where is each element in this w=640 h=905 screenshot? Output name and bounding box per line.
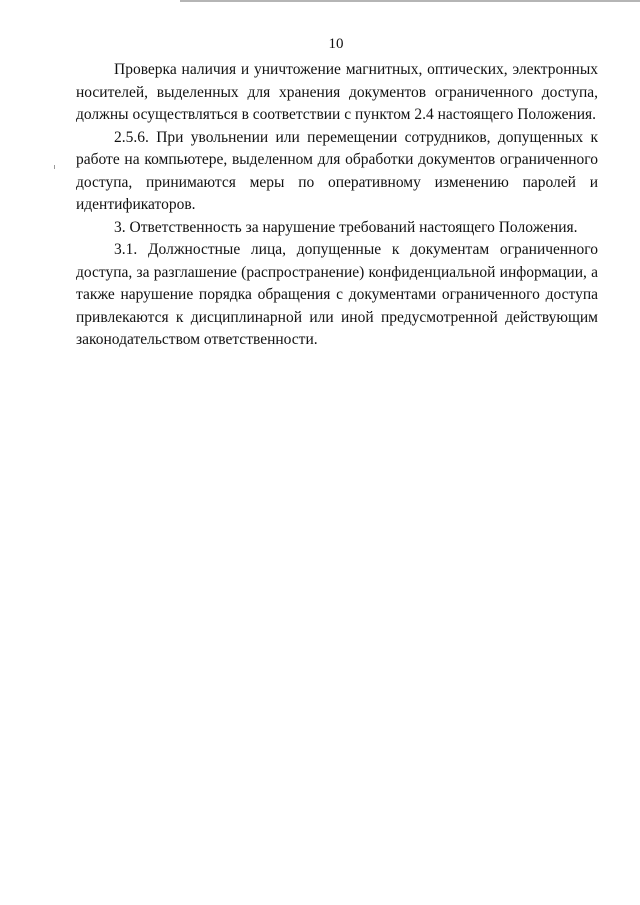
paragraph-media-destruction: Проверка наличия и уничтожение магнитных, оптических, электронных носителей, выделенных для хранения документов ограниченного доступа, должны осуществляться в соответствии с пунктом 2.4 настоящего Положения. (76, 61, 598, 123)
paragraph-2-5-6: 2.5.6. При увольнении или перемещении сотрудников, допущенных к работе на компьютере, выделенном для обработки документов ограниченного доступа, принимаются меры по оперативному изменению паролей и идентификаторов. (76, 128, 598, 213)
page-number: 10 (328, 36, 344, 52)
scan-mark (54, 165, 55, 169)
paragraph-3-1: 3.1. Должностные лица, допущенные к документам ограниченного доступа, за разглашение (распространение) конфиденциальной информации, а также нарушение порядка обращения с документами ограниченного доступа привлекаются к дисциплинарной или иной предусмотренной действующим законодательством ответственности. (76, 241, 598, 348)
document-body (76, 59, 598, 352)
section-3-heading: 3. Ответственность за нарушение требований настоящего Положения. (114, 218, 578, 236)
scan-edge-line (180, 0, 640, 2)
